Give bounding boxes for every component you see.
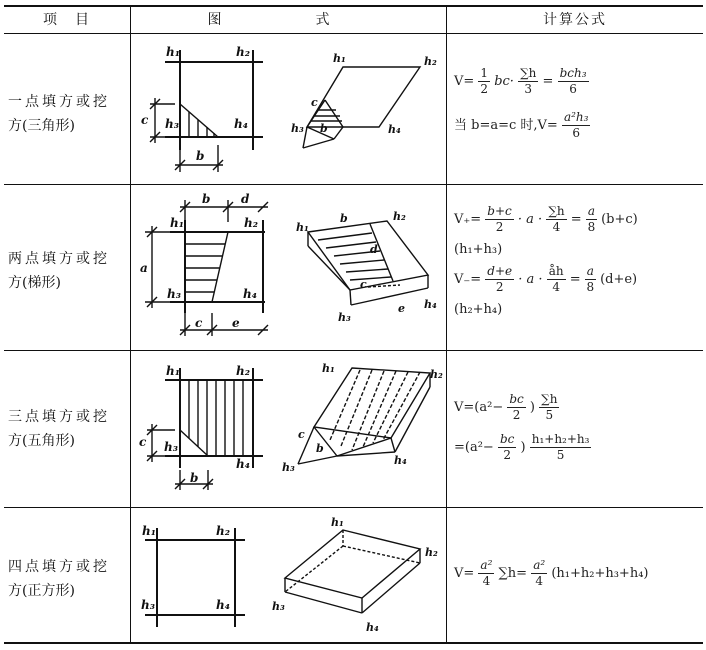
- row1-label-h1: h₁: [166, 45, 180, 59]
- row2-label-d: d: [241, 192, 250, 206]
- row2-3d-d: d: [370, 243, 378, 256]
- row2-label-h4: h₄: [243, 287, 257, 301]
- row1-3d-h1: h₁: [333, 52, 346, 65]
- row4-formula: [454, 558, 700, 598]
- row1-formula-line1: V= $\frac{1}{2}$ bc· $\frac{\sum h}{3}$ = $\frac{\text{bch₃}}{6}$: [454, 66, 587, 96]
- row3-3d-h3: h₃: [282, 461, 295, 474]
- row4-label-h2: h₂: [216, 524, 230, 538]
- row2-formula-vplus: V₊= $\frac{b+c}{2}$ · a · $\frac{\sum h}{4}$ = $\frac{a}{8}$ (b+c): [454, 204, 638, 234]
- row1-item-line2: 方(三角形): [8, 118, 75, 134]
- row3-3d-h1: h₁: [322, 362, 335, 375]
- row4-label-h4: h₄: [216, 598, 230, 612]
- row2-3d-h2: h₂: [393, 210, 406, 223]
- row2-label-h2: h₂: [244, 216, 258, 230]
- row2-formula-vplus-cont: (h₁+h₃): [454, 242, 503, 257]
- row4-formula-line1: V= $\frac{\text{a²}}{4}$ ∑h= $\frac{\text{a²}}{4}$ (h₁+h₂+h₃+h₄): [454, 558, 649, 588]
- row2-formula: [454, 204, 700, 334]
- row2-plan-diagram: [140, 192, 268, 336]
- row1-label-h4: h₄: [234, 117, 248, 131]
- row2-label-h3: h₃: [167, 287, 181, 301]
- row3-label-h1: h₁: [166, 364, 180, 378]
- row1-3d-h2: h₂: [424, 55, 437, 68]
- row2-formula-vminus-cont: (h₂+h₄): [454, 302, 503, 317]
- row4-3d-h2: h₂: [425, 546, 438, 559]
- header-formula: 计算公式: [543, 12, 607, 28]
- row2-3d-diagram: [296, 210, 437, 324]
- row2-label-e: e: [232, 316, 240, 330]
- row3-3d-b: b: [316, 442, 324, 455]
- row3-formula-line2: =(a²− $\frac{bc}{2}$ ) $\frac{\text{h₁+h₂+h₃}}{5}$: [454, 432, 590, 462]
- row2-3d-e: e: [398, 302, 405, 315]
- row2-3d-b: b: [340, 212, 348, 225]
- row2-3d-c: c: [360, 278, 367, 291]
- row2-3d-h1: h₁: [296, 221, 309, 234]
- header-diagram: 图 式: [207, 12, 370, 28]
- row4-plan-diagram: [141, 524, 245, 627]
- row4-3d-h4: h₄: [366, 621, 379, 634]
- row3-item-line2: 方(五角形): [8, 433, 75, 449]
- row2-formula-vminus: V₋= $\frac{d+e}{2}$ · a · $\frac{åh}{4}$ = $\frac{a}{8}$ (d+e): [454, 264, 638, 294]
- row3-label-h2: h₂: [236, 364, 250, 378]
- row1-item-line1: 一点填方或挖: [8, 94, 110, 110]
- row1-3d-diagram: [291, 52, 437, 148]
- row1-3d-h3: h₃: [291, 122, 304, 135]
- row1-3d-b: b: [320, 122, 328, 135]
- row1-label-h3: h₃: [165, 117, 179, 131]
- row2-item-line1: 两点填方或挖: [8, 251, 110, 267]
- row1-3d-h4: h₄: [388, 123, 401, 136]
- row2-3d-h4: h₄: [424, 298, 437, 311]
- row1-plan-diagram: [141, 45, 263, 172]
- row4-3d-h3: h₃: [272, 600, 285, 613]
- row3-item-line1: 三点填方或挖: [8, 409, 110, 425]
- row1-label-h2: h₂: [236, 45, 250, 59]
- row4-3d-h1: h₁: [331, 516, 344, 529]
- header-item: 项 目: [43, 12, 91, 28]
- row2-label-a: a: [140, 261, 148, 275]
- row1-label-b: b: [196, 149, 205, 163]
- row3-3d-c: c: [298, 428, 305, 441]
- row3-3d-h2: h₂: [430, 368, 443, 381]
- row2-3d-h3: h₃: [338, 311, 351, 324]
- row2-label-b: b: [202, 192, 211, 206]
- row3-plan-diagram: [139, 364, 263, 490]
- row1-label-c: c: [141, 113, 149, 127]
- row4-item-line1: 四点填方或挖: [8, 559, 110, 575]
- row4-item-line2: 方(正方形): [8, 583, 75, 599]
- row3-3d-h4: h₄: [394, 454, 407, 467]
- row3-formula: [454, 392, 700, 472]
- row3-label-h4: h₄: [236, 457, 250, 471]
- row3-label-h3: h₃: [164, 440, 178, 454]
- row2-item-line2: 方(梯形): [8, 275, 61, 291]
- row4-label-h1: h₁: [142, 524, 156, 538]
- row1-formula-line2: 当 b=a=c 时,V= $\frac{\text{a²h₃}}{6}$: [454, 110, 589, 140]
- row3-3d-diagram: [282, 362, 443, 474]
- row3-formula-line1: V=(a²− $\frac{bc}{2}$ ) $\frac{\sum h}{5}$: [454, 392, 558, 422]
- row2-label-c: c: [195, 316, 203, 330]
- row3-label-b: b: [190, 471, 199, 485]
- row3-label-c: c: [139, 435, 147, 449]
- row4-3d-diagram: [272, 516, 438, 634]
- row2-label-h1: h₁: [170, 216, 184, 230]
- row1-3d-c: c: [311, 96, 318, 109]
- row1-formula: [454, 66, 700, 166]
- row4-label-h3: h₃: [141, 598, 155, 612]
